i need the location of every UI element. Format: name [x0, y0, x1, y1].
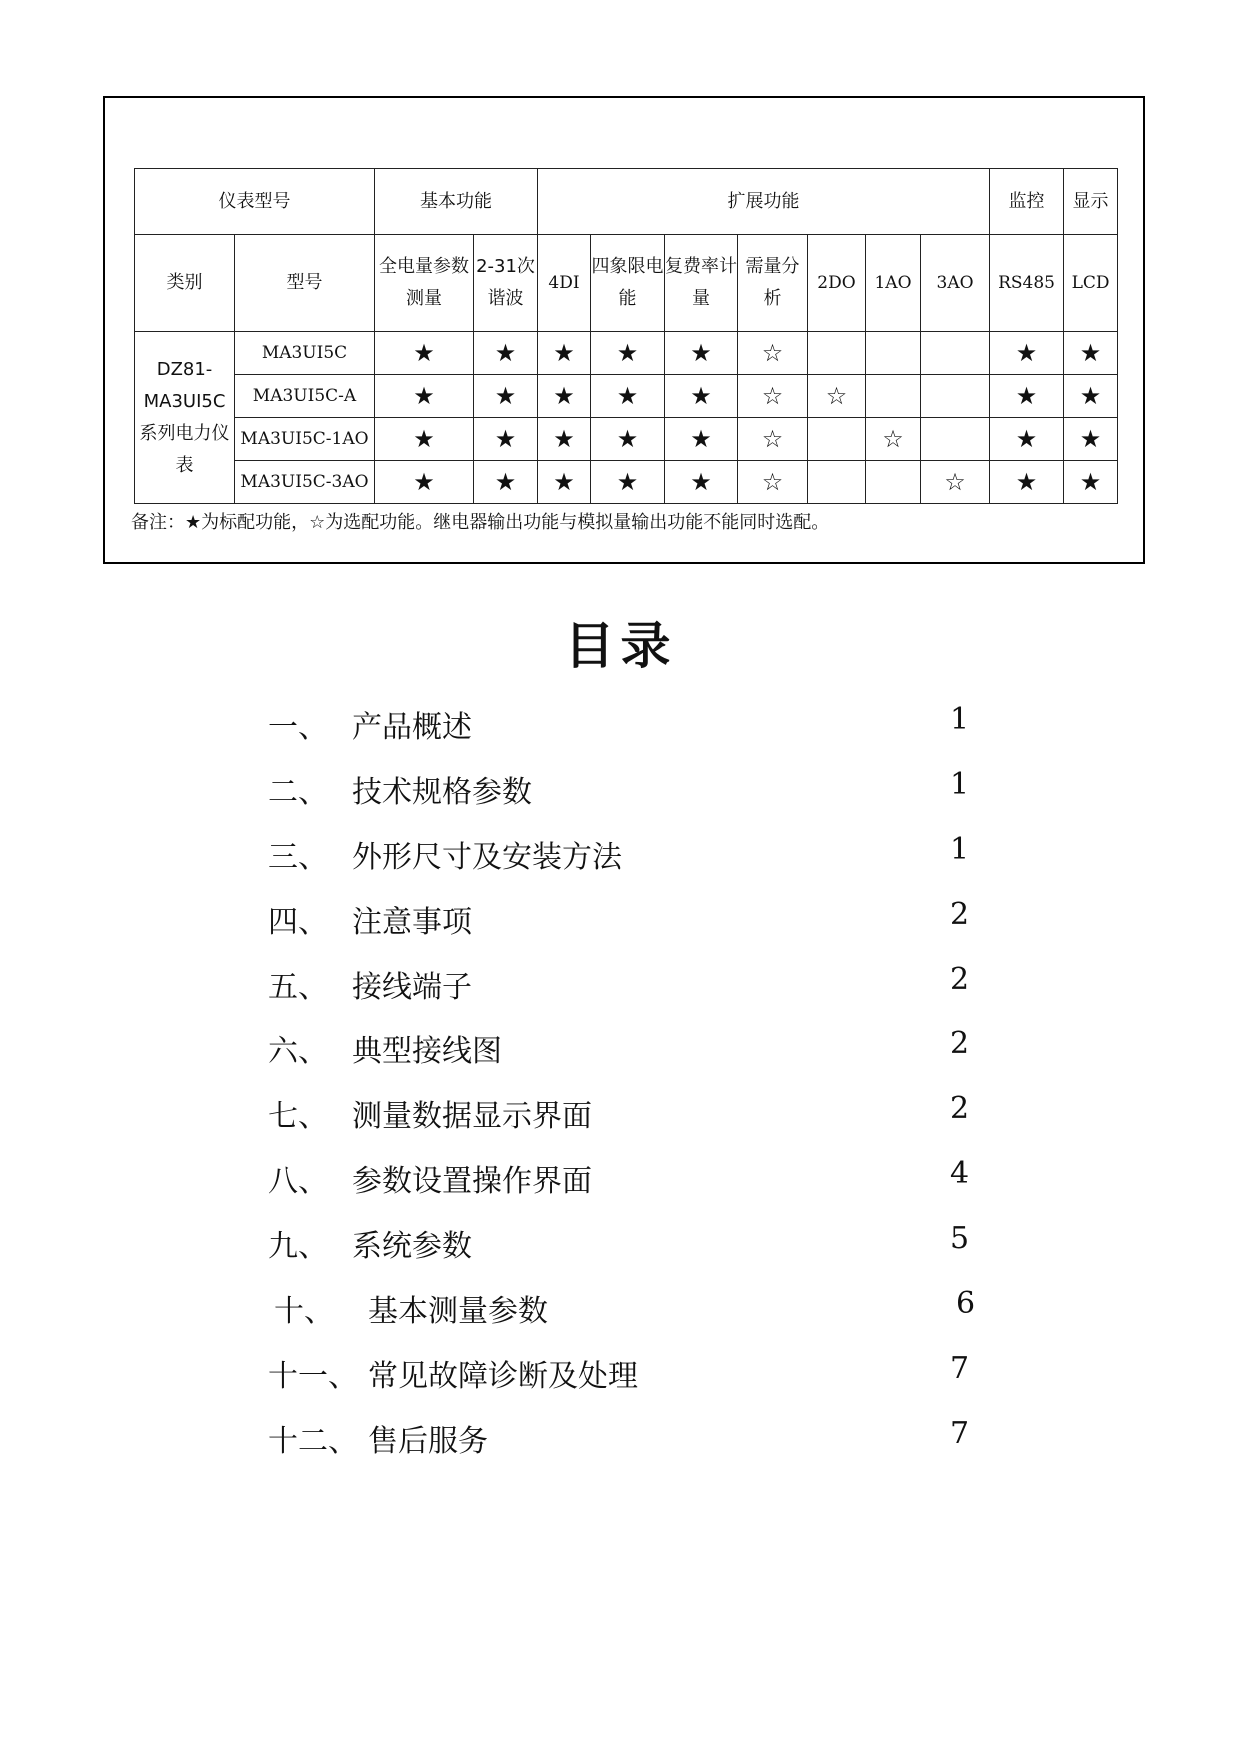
- toc-item[interactable]: [268, 767, 988, 817]
- feature-cell: ★: [1064, 461, 1118, 504]
- toc-item-page: 2: [950, 962, 970, 997]
- toc-item[interactable]: [268, 1286, 988, 1336]
- toc-item-label: 典型接线图: [352, 1034, 502, 1069]
- toc-item-page: 4: [950, 1156, 970, 1191]
- toc-item-page: 2: [950, 1091, 970, 1126]
- feature-cell: [866, 461, 921, 504]
- feature-cell: [921, 332, 990, 375]
- feature-cell: ★: [375, 375, 474, 418]
- toc-item-page: 6: [956, 1286, 976, 1321]
- model-cell: MA3UI5C-A: [235, 375, 375, 418]
- toc-item-label: 接线端子: [352, 970, 472, 1005]
- feature-cell: ★: [591, 418, 665, 461]
- toc-item-label: 售后服务: [368, 1424, 488, 1459]
- table-row: [135, 332, 1118, 375]
- header-category: 类别: [135, 235, 235, 332]
- model-cell: MA3UI5C-1AO: [235, 418, 375, 461]
- toc-item-page: 7: [950, 1351, 970, 1386]
- table-row: [135, 418, 1118, 461]
- header-demand: 需量分析: [738, 235, 808, 332]
- feature-cell: ★: [990, 418, 1064, 461]
- feature-cell: ☆: [921, 461, 990, 504]
- toc-item[interactable]: [268, 897, 988, 947]
- header-model: 型号: [235, 235, 375, 332]
- toc-item-label: 系统参数: [352, 1229, 472, 1264]
- toc-item-label: 产品概述: [352, 710, 472, 745]
- toc-item-number: 四、: [268, 905, 328, 940]
- feature-cell: ★: [1064, 332, 1118, 375]
- toc-item-page: 7: [950, 1416, 970, 1451]
- toc-item-number: 三、: [268, 840, 328, 875]
- feature-cell: ☆: [738, 461, 808, 504]
- feature-cell: [921, 418, 990, 461]
- feature-cell: [866, 332, 921, 375]
- header-di: 4DI: [538, 235, 591, 332]
- feature-cell: ☆: [738, 375, 808, 418]
- toc-item-number: 七、: [268, 1099, 328, 1134]
- toc-item[interactable]: [268, 1091, 988, 1141]
- toc-item-label: 注意事项: [352, 905, 472, 940]
- feature-cell: ★: [474, 375, 538, 418]
- header-quad: 四象限电能: [591, 235, 665, 332]
- toc-item[interactable]: [268, 1156, 988, 1206]
- model-cell: MA3UI5C-3AO: [235, 461, 375, 504]
- model-cell: MA3UI5C: [235, 332, 375, 375]
- toc-item-label: 外形尺寸及安装方法: [352, 840, 622, 875]
- toc-item-number: 十二、: [268, 1424, 358, 1459]
- toc-item-label: 参数设置操作界面: [352, 1164, 592, 1199]
- feature-cell: ★: [474, 332, 538, 375]
- toc-item-label: 技术规格参数: [352, 775, 532, 810]
- header-ao1: 1AO: [866, 235, 921, 332]
- toc-item-page: 1: [950, 767, 970, 802]
- header-ext-group: 扩展功能: [538, 169, 990, 235]
- feature-cell: ★: [474, 461, 538, 504]
- feature-cell: [866, 375, 921, 418]
- table-row: [135, 461, 1118, 504]
- header-rs485: RS485: [990, 235, 1064, 332]
- feature-cell: ☆: [738, 332, 808, 375]
- toc-item-number: 二、: [268, 775, 328, 810]
- feature-cell: ★: [990, 461, 1064, 504]
- feature-cell: [808, 332, 866, 375]
- header-ao3: 3AO: [921, 235, 990, 332]
- toc-item-label: 测量数据显示界面: [352, 1099, 592, 1134]
- feature-cell: [921, 375, 990, 418]
- feature-table: [134, 168, 1118, 504]
- feature-cell: ★: [1064, 375, 1118, 418]
- toc-item[interactable]: [268, 832, 988, 882]
- toc-item-number: 十、: [274, 1294, 334, 1329]
- toc-item-number: 五、: [268, 970, 328, 1005]
- feature-cell: ☆: [866, 418, 921, 461]
- feature-cell: ★: [990, 375, 1064, 418]
- table-header-row-1: [135, 169, 1118, 235]
- feature-cell: ★: [375, 418, 474, 461]
- toc-title: 目录: [564, 617, 677, 675]
- toc-item-number: 八、: [268, 1164, 328, 1199]
- feature-cell: ★: [375, 332, 474, 375]
- feature-cell: ★: [665, 375, 738, 418]
- feature-cell: ★: [591, 375, 665, 418]
- toc-item-number: 九、: [268, 1229, 328, 1264]
- header-rate: 复费率计量: [665, 235, 738, 332]
- feature-cell: ★: [375, 461, 474, 504]
- feature-cell: ★: [1064, 418, 1118, 461]
- toc-item[interactable]: [268, 1351, 988, 1401]
- header-do2: 2DO: [808, 235, 866, 332]
- feature-cell: ★: [665, 461, 738, 504]
- toc-item-label: 常见故障诊断及处理: [368, 1359, 638, 1394]
- category-cell: DZ81-MA3UI5C系列电力仪表: [135, 332, 235, 504]
- table-header-row-2: [135, 235, 1118, 332]
- feature-cell: ☆: [808, 375, 866, 418]
- table-row: [135, 375, 1118, 418]
- toc-item-page: 5: [950, 1221, 970, 1256]
- header-model-group: 仪表型号: [135, 169, 375, 235]
- header-display-group: 显示: [1064, 169, 1118, 235]
- header-basic-group: 基本功能: [375, 169, 538, 235]
- header-monitor-group: 监控: [990, 169, 1064, 235]
- toc-item[interactable]: [268, 702, 988, 752]
- toc-item-number: 一、: [268, 710, 328, 745]
- feature-cell: ★: [591, 332, 665, 375]
- toc-item[interactable]: [268, 962, 988, 1012]
- toc-item-number: 十一、: [268, 1359, 358, 1394]
- toc-item[interactable]: [268, 1416, 988, 1466]
- feature-cell: ★: [665, 418, 738, 461]
- toc-item[interactable]: [268, 1221, 988, 1271]
- feature-cell: [808, 461, 866, 504]
- feature-cell: ★: [538, 461, 591, 504]
- feature-cell: ★: [538, 332, 591, 375]
- feature-cell: ★: [474, 418, 538, 461]
- toc-item-page: 1: [950, 702, 970, 737]
- toc-item-page: 2: [950, 1026, 970, 1061]
- feature-cell: ★: [538, 375, 591, 418]
- toc-item-page: 2: [950, 897, 970, 932]
- toc-item[interactable]: [268, 1026, 988, 1076]
- toc-item-label: 基本测量参数: [368, 1294, 548, 1329]
- header-harmonic: 2-31次谐波: [474, 235, 538, 332]
- feature-cell: ★: [591, 461, 665, 504]
- feature-cell: ★: [990, 332, 1064, 375]
- feature-cell: ★: [538, 418, 591, 461]
- feature-cell: ☆: [738, 418, 808, 461]
- feature-cell: [808, 418, 866, 461]
- header-full: 全电量参数测量: [375, 235, 474, 332]
- header-lcd: LCD: [1064, 235, 1118, 332]
- table-note: 备注：★为标配功能，☆为选配功能。继电器输出功能与模拟量输出功能不能同时选配。: [131, 512, 830, 533]
- feature-cell: ★: [665, 332, 738, 375]
- toc-item-page: 1: [950, 832, 970, 867]
- toc-item-number: 六、: [268, 1034, 328, 1069]
